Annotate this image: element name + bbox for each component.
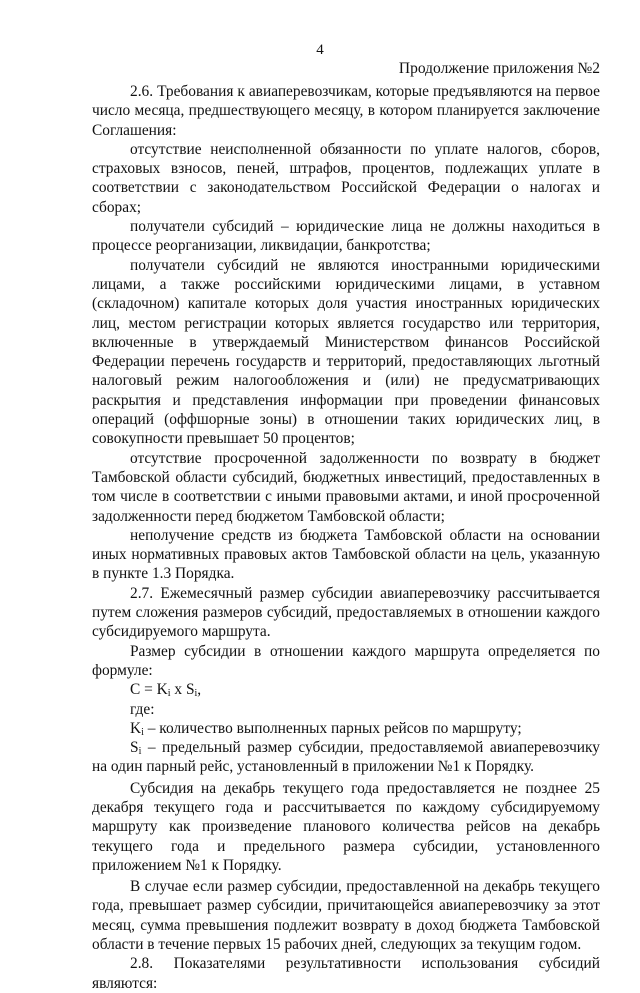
paragraph-december-subsidy: Субсидия на декабрь текущего года предоставляется не позднее 25 декабря текущего года и рассчитывается по каждому субсидируемому маршруту как произведение планового количества рейсов на декабрь текущего года и предельного размера субсидии, установленного приложением №1 к Порядку. xyxy=(92,779,600,874)
definition-s-subscript: i xyxy=(138,746,142,758)
subsidy-formula xyxy=(92,680,600,699)
definition-k xyxy=(92,719,600,738)
appendix-header: Продолжение приложения №2 xyxy=(398,60,600,77)
formula-lhs: C = K xyxy=(130,681,168,699)
paragraph-2-8: 2.8. Показателями результативности использования субсидий являются: xyxy=(92,955,600,992)
paragraph-no-other-funds: неполучение средств из бюджета Тамбовской области на основании иных нормативных правовых актов Тамбовской области на цель, указанную в пункте 1.3 Порядка. xyxy=(92,526,600,583)
definition-s-text: – предельный размер субсидии, предоставляемой авиаперевозчику на один парный рейс, установленный в приложении №1 к Порядку. xyxy=(92,739,600,776)
formula-s-subscript: i xyxy=(194,688,198,700)
definition-s-symbol: S xyxy=(130,739,139,757)
formula-k-subscript: i xyxy=(167,688,171,700)
definition-k-subscript: i xyxy=(141,726,144,738)
definition-k-text: – количество выполненных парных рейсов по маршруту; xyxy=(143,719,522,737)
page-number: 4 xyxy=(316,42,324,58)
formula-times: x S xyxy=(170,681,195,699)
paragraph-2-6: 2.6. Требования к авиаперевозчикам, которые предъявляются на первое число месяца, предшествующего месяцу, в котором планируется заключение Соглашения: xyxy=(92,83,600,139)
document-body xyxy=(92,82,600,993)
definition-s xyxy=(92,738,600,777)
paragraph-no-tax-debt: отсутствие неисполненной обязанности по уплате налогов, сборов, страховых взносов, пеней, штрафов, процентов, подлежащих уплате в соответствии с законодательством Российской Федерации о налогах и сборах; xyxy=(92,140,600,216)
paragraph-formula-intro: Размер субсидии в отношении каждого маршрута определяется по формуле: xyxy=(92,642,600,679)
paragraph-excess-refund: В случае если размер субсидии, предоставленной на декабрь текущего года, превышает размер субсидии, причитающейся авиаперевозчику за этот месяц, сумма превышения подлежит возврату в доход бюджета Тамбовской области в течение первых 15 рабочих дней, следующих за текущим годом. xyxy=(92,878,600,954)
paragraph-not-foreign: получатели субсидий не являются иностранными юридическими лицами, а также российскими юридическими лицами, в уставном (складочном) капитале которых доля участия иностранных юридических лиц, местом регистрации которых является государство или территория, включенные в утверждаемый Министерством финансов Российской Федерации перечень государств и территорий, предоставляющих льготный налоговый режим налогообложения и (или) не предусматривающих раскрытия и представления информации при проведении финансовых операций (оффшорные зоны) в отношении таких юридических лиц, в совокупности превышает 50 процентов; xyxy=(92,256,600,448)
definition-k-symbol: K xyxy=(130,719,142,737)
formula-end: , xyxy=(197,681,202,699)
paragraph-no-reorganization: получатели субсидий – юридические лица не должны находиться в процессе реорганизации, ликвидации, банкротства; xyxy=(92,218,600,255)
paragraph-no-overdue-debt: отсутствие просроченной задолженности по возврату в бюджет Тамбовской области субсидий, бюджетных инвестиций, предоставленных в том числе в соответствии с иными правовыми актами, и иной просроченной задолженности перед бюджетом Тамбовской области; xyxy=(92,449,600,525)
paragraph-2-7: 2.7. Ежемесячный размер субсидии авиаперевозчику рассчитывается путем сложения размеров субсидий, предоставляемых в отношении каждого субсидируемого маршрута. xyxy=(92,584,600,641)
formula-where: где: xyxy=(130,700,155,718)
